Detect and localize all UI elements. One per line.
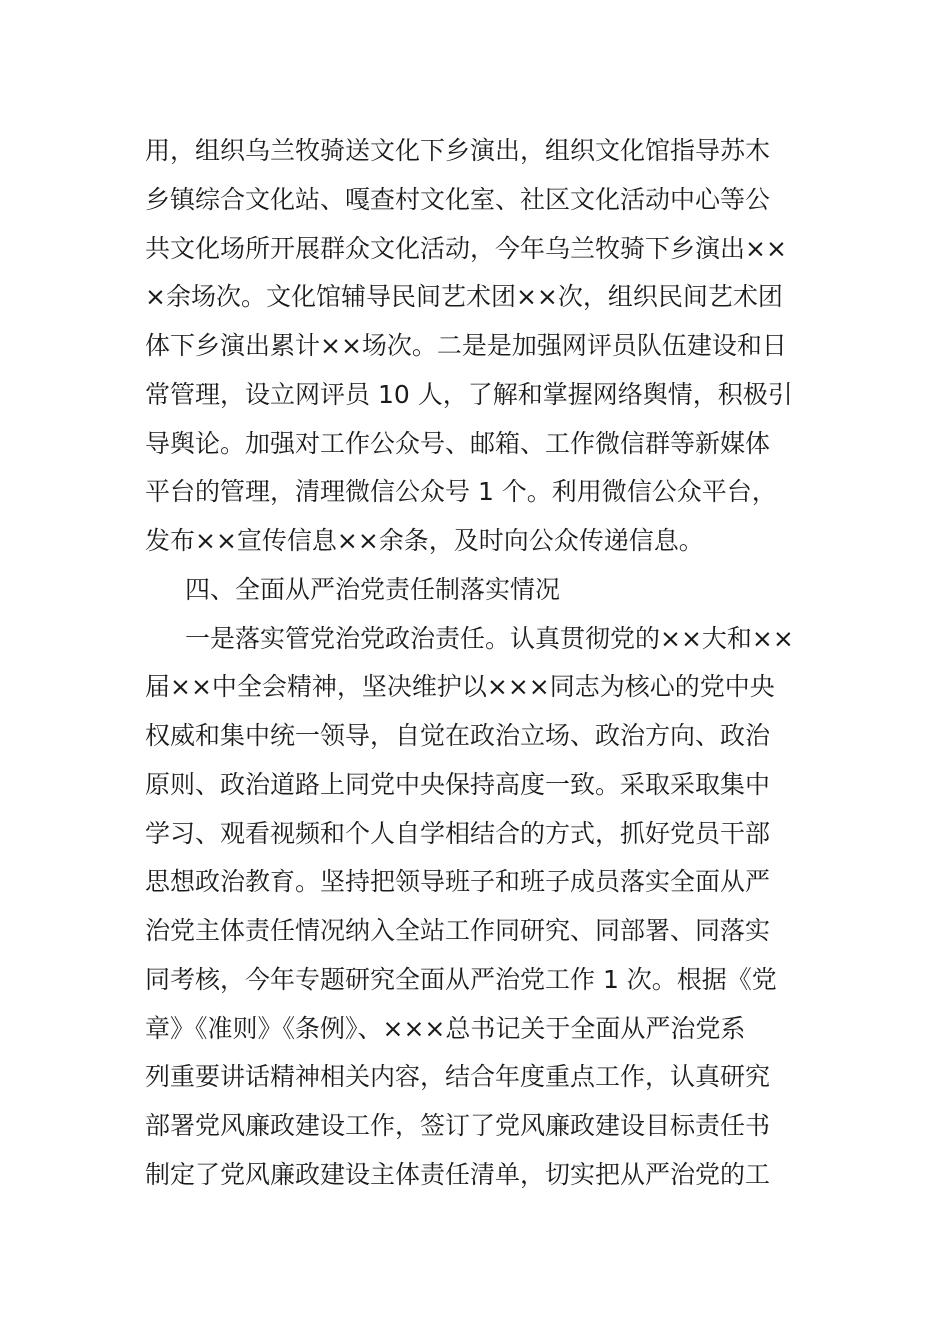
text-line: 权威和集中统一领导，自觉在政治立场、政治方向、政治 xyxy=(145,721,771,750)
text-line: 发布××宣传信息××余条，及时向公众传递信息。 xyxy=(145,526,704,555)
text-line: 同考核，今年专题研究全面从严治党工作 1 次。根据《党 xyxy=(145,964,777,994)
text-line: 原则、政治道路上同党中央保持高度一致。采取采取集中 xyxy=(145,769,771,799)
text-line: 乡镇综合文化站、嘎查村文化室、社区文化活动中心等公 xyxy=(145,184,771,214)
section-heading: 四、全面从严治党责任制落实情况 xyxy=(185,574,561,604)
paragraph-first-line: 一是落实管党治党政治责任。认真贯彻党的××大和×× xyxy=(185,623,794,653)
text-line: 用，组织乌兰牧骑送文化下乡演出，组织文化馆指导苏木 xyxy=(145,136,771,165)
text-line: 学习、观看视频和个人自学相结合的方式，抓好党员干部 xyxy=(145,818,771,848)
text-line: 常管理，设立网评员 10 人，了解和掌握网络舆情，积极引 xyxy=(145,379,793,409)
text-line: 部署党风廉政建设工作，签订了党风廉政建设目标责任书 xyxy=(145,1111,771,1140)
text-line: 思想政治教育。坚持把领导班子和班子成员落实全面从严 xyxy=(145,867,771,897)
text-line: 列重要讲话精神相关内容，结合年度重点工作，认真研究 xyxy=(145,1062,771,1092)
text-line: 平台的管理，清理微信公众号 1 个。利用微信公众平台， xyxy=(145,477,777,507)
text-line: ×余场次。文化馆辅导民间艺术团××次，组织民间艺术团 xyxy=(145,282,783,312)
text-line: 体下乡演出累计××场次。二是是加强网评员队伍建设和日 xyxy=(145,331,787,360)
text-line: 治党主体责任情况纳入全站工作同研究、同部署、同落实 xyxy=(145,916,771,945)
text-line: 共文化场所开展群众文化活动，今年乌兰牧骑下乡演出×× xyxy=(145,233,787,263)
text-line: 章》《准则》《条例》、×××总书记关于全面从严治党系 xyxy=(145,1013,746,1043)
text-line: 导舆论。加强对工作公众号、邮箱、工作微信群等新媒体 xyxy=(145,428,771,458)
text-line: 制定了党风廉政建设主体责任清单，切实把从严治党的工 xyxy=(145,1159,771,1189)
body-text xyxy=(145,127,810,1200)
text-line: 届××中全会精神，坚决维护以×××同志为核心的党中央 xyxy=(145,672,775,702)
